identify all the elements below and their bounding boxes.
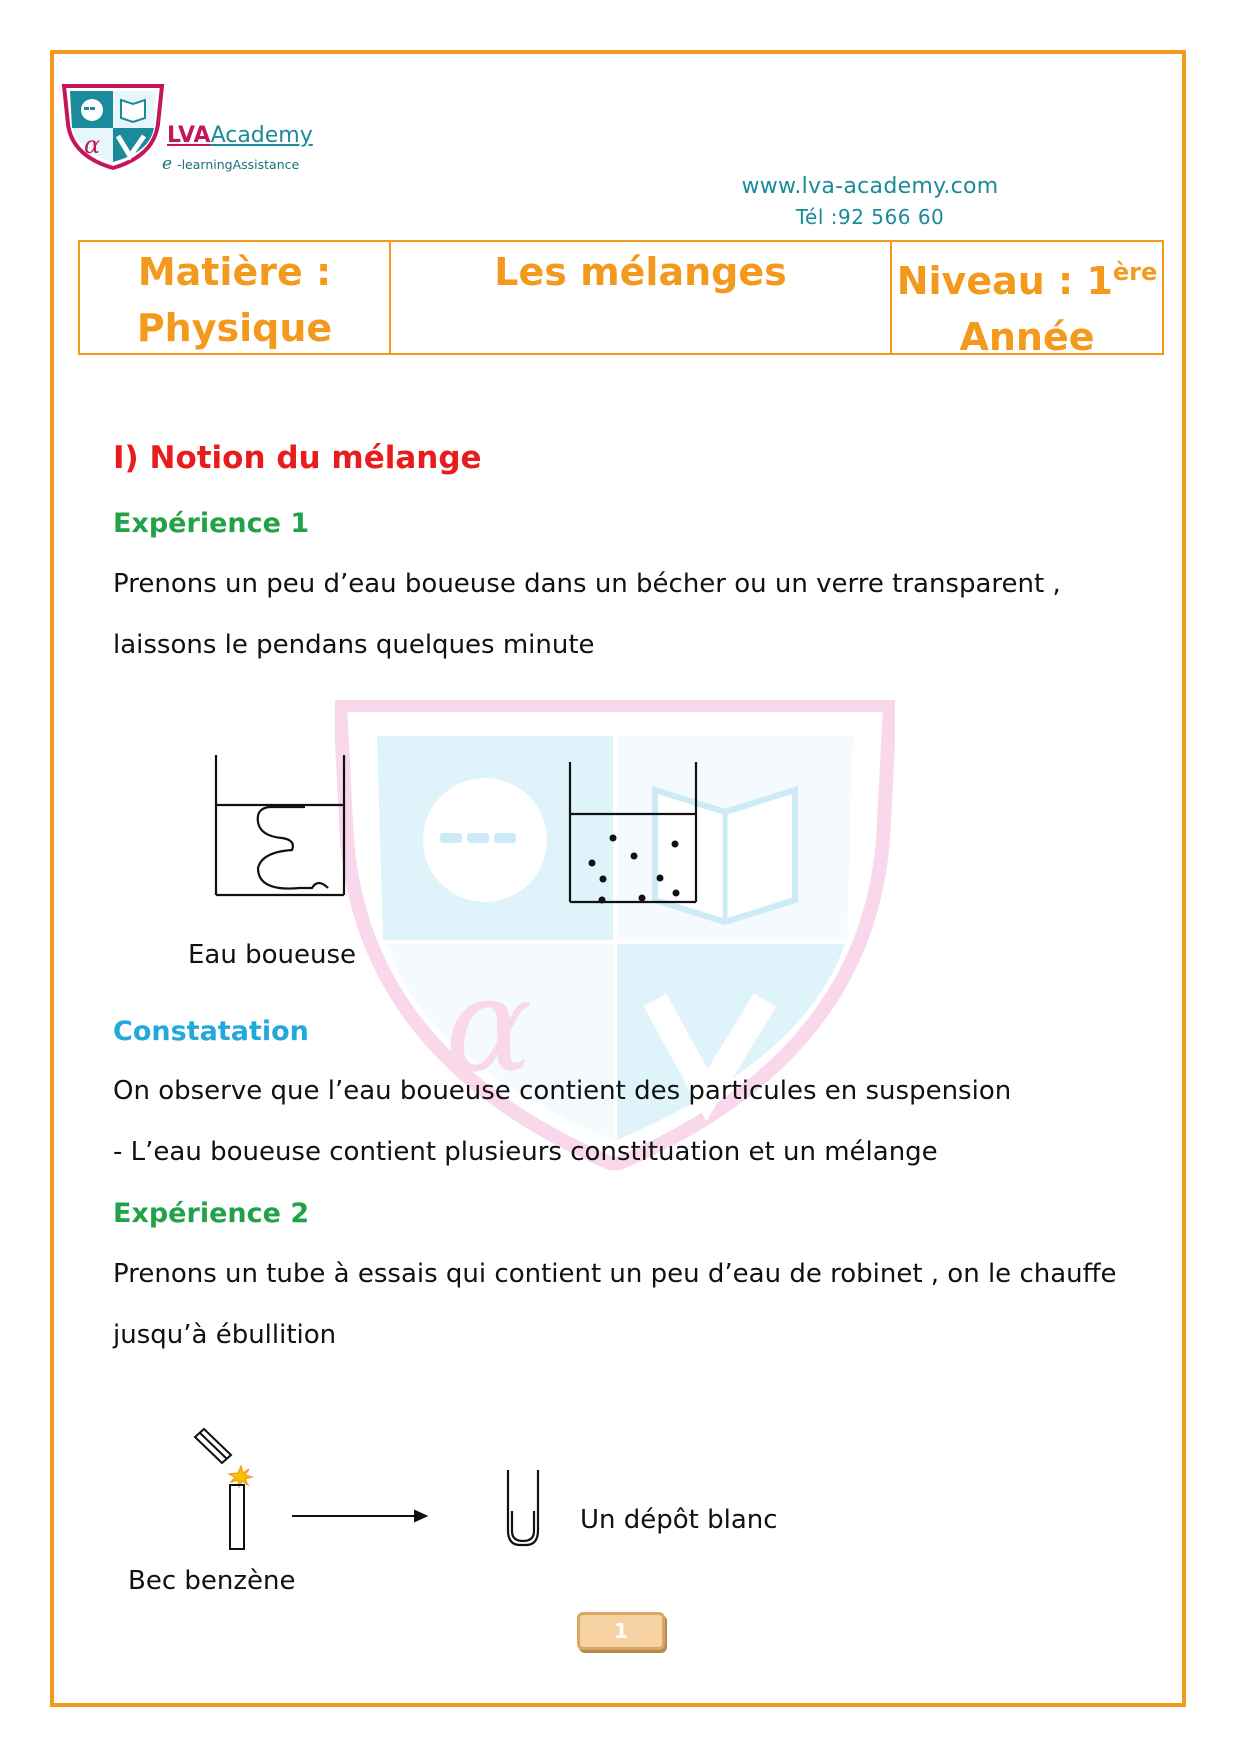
subject-label: Matière :	[137, 250, 332, 294]
topic-title: Les mélanges	[494, 250, 787, 294]
test-tube-deposit	[508, 1470, 538, 1545]
experiment-1-heading: Expérience 1	[113, 508, 310, 539]
figure-2-result-label: Un dépôt blanc	[580, 1505, 778, 1535]
section-heading: I) Notion du mélange	[113, 440, 482, 476]
arrow-icon	[292, 1511, 426, 1521]
experiment-1-text-line2: laissons le pendans quelques minute	[113, 630, 595, 660]
test-tube-held	[195, 1429, 231, 1463]
flame-icon	[229, 1466, 252, 1487]
topic-cell	[391, 242, 892, 353]
beaker-suspension	[570, 762, 696, 902]
constatation-heading: Constatation	[113, 1016, 309, 1047]
experiment-2-text-line2: jusqu’à ébullition	[113, 1320, 337, 1350]
level-label: Niveau : 1ère	[896, 258, 1158, 303]
subject-value: Physique	[136, 306, 333, 350]
constatation-line2: - L’eau boueuse contient plusieurs constituation et un mélange	[113, 1137, 938, 1167]
brand-tagline: e -learningAssistance	[162, 154, 300, 174]
brand-name: LVAAcademy	[167, 123, 313, 148]
level-cell	[892, 242, 1162, 359]
constatation-line1: On observe que l’eau boueuse contient des particules en suspension	[113, 1076, 1012, 1106]
experiment-1-text-line1: Prenons un peu d’eau boueuse dans un bécher ou un verre transparent ,	[113, 569, 1061, 599]
subject-cell	[80, 242, 391, 353]
beaker-settling	[216, 755, 344, 895]
experiment-2-text-line1: Prenons un tube à essais qui contient un peu d’eau de robinet , on le chauffe	[113, 1259, 1117, 1289]
beakers-figure	[200, 750, 720, 920]
header-table	[78, 240, 1164, 359]
heating-figure	[190, 1425, 560, 1555]
suspended-particles	[589, 835, 680, 904]
burner-tube	[230, 1485, 244, 1549]
svg-text:α: α	[445, 949, 533, 1101]
page-number: 1	[577, 1612, 665, 1650]
experiment-2-heading: Expérience 2	[113, 1198, 310, 1229]
svg-text:α: α	[84, 131, 101, 159]
figure-2-caption: Bec benzène	[128, 1566, 296, 1596]
lva-academy-logo	[58, 80, 168, 172]
level-value: Année	[959, 315, 1095, 359]
website-url[interactable]: www.lva-academy.com	[741, 174, 999, 199]
phone-number: Tél :92 566 60	[795, 205, 945, 229]
figure-1-caption: Eau boueuse	[188, 940, 357, 970]
